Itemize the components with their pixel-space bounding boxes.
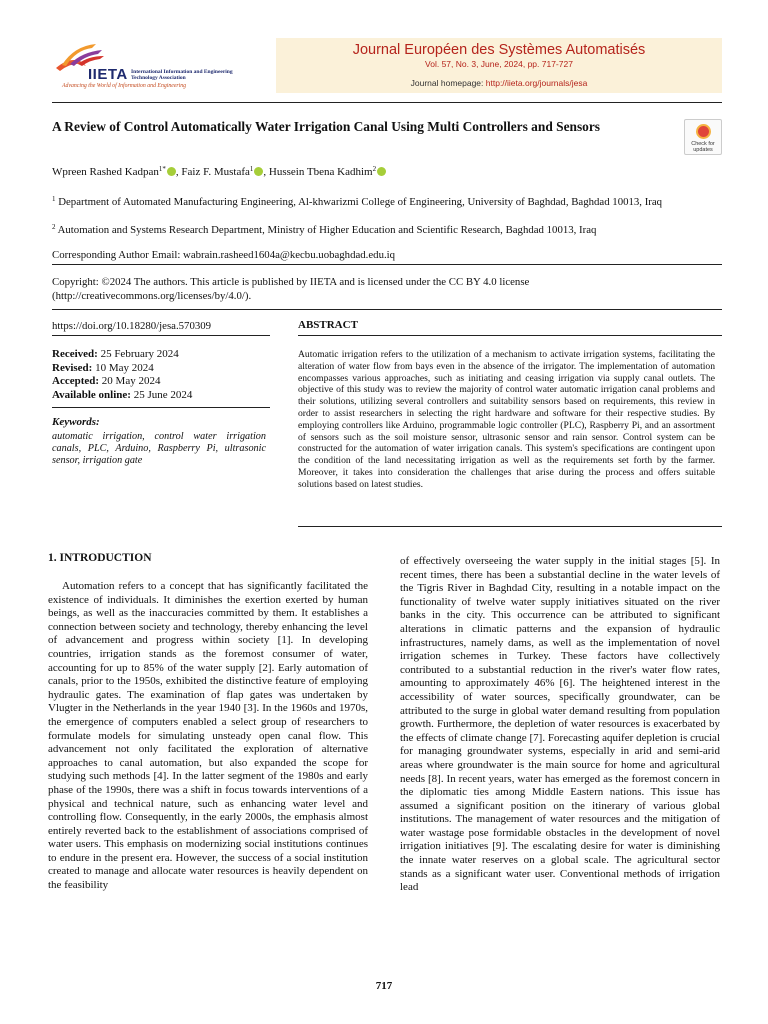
- date-revised: Revised: 10 May 2024: [52, 361, 154, 374]
- homepage-label: Journal homepage:: [410, 78, 486, 88]
- author-superscript: 2: [372, 165, 377, 173]
- body-column-right: of effectively overseeing the water supply in the initial stages [5]. In recent times, there has been a substantial decline in the water levels of the Tigris River in Baghdad City, resulting in a notable impact on the functionality of twelve water supply initiatives situated on the river banks in the city. This occurrence can be attributed to significant alterations in climatic patterns and the expansion of hydraulic infrastructures, namely dams, as well as the implementation of novel irrigation schemes in Turkey. These factors have collectively contributed to a substantial reduction in the river's water flow rates, amounting to approximately 46% [6]. The heightened interest in the accessibility of water sources, specifically groundwater, can be attributed to the surge in global water demand resulting from population growth. Furthermore, the depletion of water resources is exacerbated by the effects of climate change [7]. Forecasting aquifer depletion is crucial for managing groundwater systems, especially in arid and semi-arid areas where groundwater is the main source for home and agricultural needs [8]. In recent years, water has emerged as the foremost concern in the diplomatic ties among Middle Eastern nations. This issue has assumed a significant position on the itinerary of various global institutions. The management of water resources and the mitigation of water wastage pose formidable obstacles in the development of novel irrigation initiatives [9]. The escalating desire for water is diminishing the innate water reserves on a global scale. The agricultural sector stands as a significant water user. Conventional methods of irrigation lead: [400, 555, 720, 894]
- check-for-updates-button[interactable]: [684, 119, 722, 155]
- divider: [52, 264, 722, 265]
- journal-title: Journal Européen des Systèmes Automatisés: [352, 42, 646, 58]
- body-column-left: Automation refers to a concept that has significantly facilitated the existence of individuals. It diminishes the exertion exerted by human beings, as well as the inaccuracies committed by them. It establishes a connection between society and technology, thereby enhancing the level of advancement and progress within society [1]. In developing countries, irrigation stands as the foremost consumer of water, accounting for up to 85% of the water supply [2]. Early automation of canals, prior to the 1950s, exhibited the distinctive feature of employing hydraulic gates. The examination of flap gates was undertaken by Vlugter in the Netherlands in the year 1940 [3]. In the 1960s and 1970s, the emergence of computers enabled a select group of researchers to formulate models for simulating unsteady open canal flow. This advancement not only facilitated the exploration of alternative approaches to canal automation, but also expanded the scope for studying such methods [4]. In the latter segment of the 1980s and early phase of the 1990s, there was a shift in focus towards interventions of a physical and technical nature, such as enhancing water level and controlling flow. Consequently, in the early 2000s, the emphasis almost entirely reverted back to the establishment of associations comprised of water users. This emphasis on modernizing social institutions continues to endure in the present era. However, the success of a social institution created to manage and allocate water resources is heavily dependent on the feasibility: [48, 580, 368, 892]
- date-accepted: Accepted: 20 May 2024: [52, 375, 161, 387]
- date-received: Received: 25 February 2024: [52, 348, 179, 360]
- article-dates: [52, 348, 192, 402]
- journal-banner: [276, 38, 722, 93]
- affiliation-number: 1: [52, 195, 56, 203]
- logo-tagline: Advancing the World of Information and Engineering: [62, 83, 187, 89]
- paper-title: A Review of Control Automatically Water Irrigation Canal Using Multi Controllers and Sensors: [52, 119, 601, 134]
- corresponding-author: Corresponding Author Email: wabrain.rasheed1604a@kecbu.uobaghdad.edu.iq: [52, 249, 396, 261]
- abstract-divider: [298, 335, 722, 336]
- volume-info: Vol. 57, No. 3, June, 2024, pp. 717-727: [425, 59, 573, 69]
- date-available: Available online: 25 June 2024: [52, 388, 193, 401]
- abstract-divider: [298, 526, 722, 527]
- meta-divider: [52, 407, 270, 408]
- meta-divider: [52, 335, 270, 336]
- header-divider: [52, 102, 722, 103]
- logo-wordmark: IIETA: [88, 66, 128, 83]
- author-name: Wpreen Rashed Kadpan: [52, 166, 159, 178]
- abstract-text: Automatic irrigation refers to the utilization of a mechanism to activate irrigation systems, facilitating the alteration of water flow from bays even in the absence of the irrigator. The implementation of automation encompasses various approaches, such as initiating and ceasing irrigation via supply canal outlets. The objective of this study was to review the majority of control water automatic irrigation canal problems and their solutions, utilizing several controllers and suitability sensors based on requirements, this review in order to assist researchers in selecting the right hardware and software for their respective studies. By employing controllers like Arduino, programmable logic controller (PLC), Raspberry Pi, and an assortment of sensors such as the soil moisture sensor, ultrasonic sensor and rain sensor. Control system can be constructed for the automation of water irrigation canals. This system's specifications are contingent upon the condition of the land necessitating irrigation as well as the requirements set forth by the farmer. Moreover, it takes into consideration the challenges that arise during the process and offers suitable solutions based on latest studies.: [298, 349, 715, 490]
- logo-organization: International Information and Engineering Technology Association: [131, 69, 233, 81]
- author-name: Faiz F. Mustafa: [181, 166, 250, 178]
- orcid-icon[interactable]: [254, 167, 263, 176]
- orcid-icon[interactable]: [377, 167, 386, 176]
- section-heading: 1. INTRODUCTION: [48, 552, 152, 564]
- affiliation: [52, 193, 722, 209]
- keywords-list: automatic irrigation, control water irrigation canals, PLC, Arduino, Raspberry Pi, ultrasonic sensor, irrigation gate: [52, 431, 266, 466]
- affiliation-number: 2: [52, 223, 56, 231]
- check-updates-icon: [696, 124, 711, 139]
- journal-homepage: [276, 78, 722, 88]
- divider: [52, 309, 722, 310]
- copyright-notice: Copyright: ©2024 The authors. This article is published by IIETA and is licensed under the CC BY 4.0 license (http://creativecommons.org/licenses/by/4.0/).: [52, 276, 530, 302]
- author-list: Wpreen Rashed Kadpan$^{1*}$ , Faiz F. Mustafa$^1$ , Hussein Tbena Kadhim$^2$: [52, 165, 386, 178]
- check-updates-label: Check for updates: [691, 141, 715, 153]
- author-name: Hussein Tbena Kadhim: [268, 166, 373, 178]
- homepage-link[interactable]: http://iieta.org/journals/jesa: [485, 78, 588, 88]
- abstract-heading: ABSTRACT: [298, 319, 358, 331]
- page-number: 717: [375, 980, 393, 992]
- iieta-logo: [52, 38, 282, 98]
- keywords-label: Keywords:: [52, 416, 100, 428]
- journal-header: [52, 38, 722, 98]
- author-superscript: 1*: [158, 165, 166, 173]
- affiliation-text: Department of Automated Manufacturing Engineering, Al-khwarizmi College of Engineering, University of Baghdad, Baghdad 10013, Iraq: [58, 196, 663, 208]
- affiliation-text: Automation and Systems Research Department, Ministry of Higher Education and Scientific Research, Baghdad 10013, Iraq: [57, 224, 597, 236]
- orcid-icon[interactable]: [167, 167, 176, 176]
- doi-link[interactable]: https://doi.org/10.18280/jesa.570309: [52, 320, 212, 332]
- affiliation: [52, 221, 722, 237]
- author-superscript: 1: [249, 165, 254, 173]
